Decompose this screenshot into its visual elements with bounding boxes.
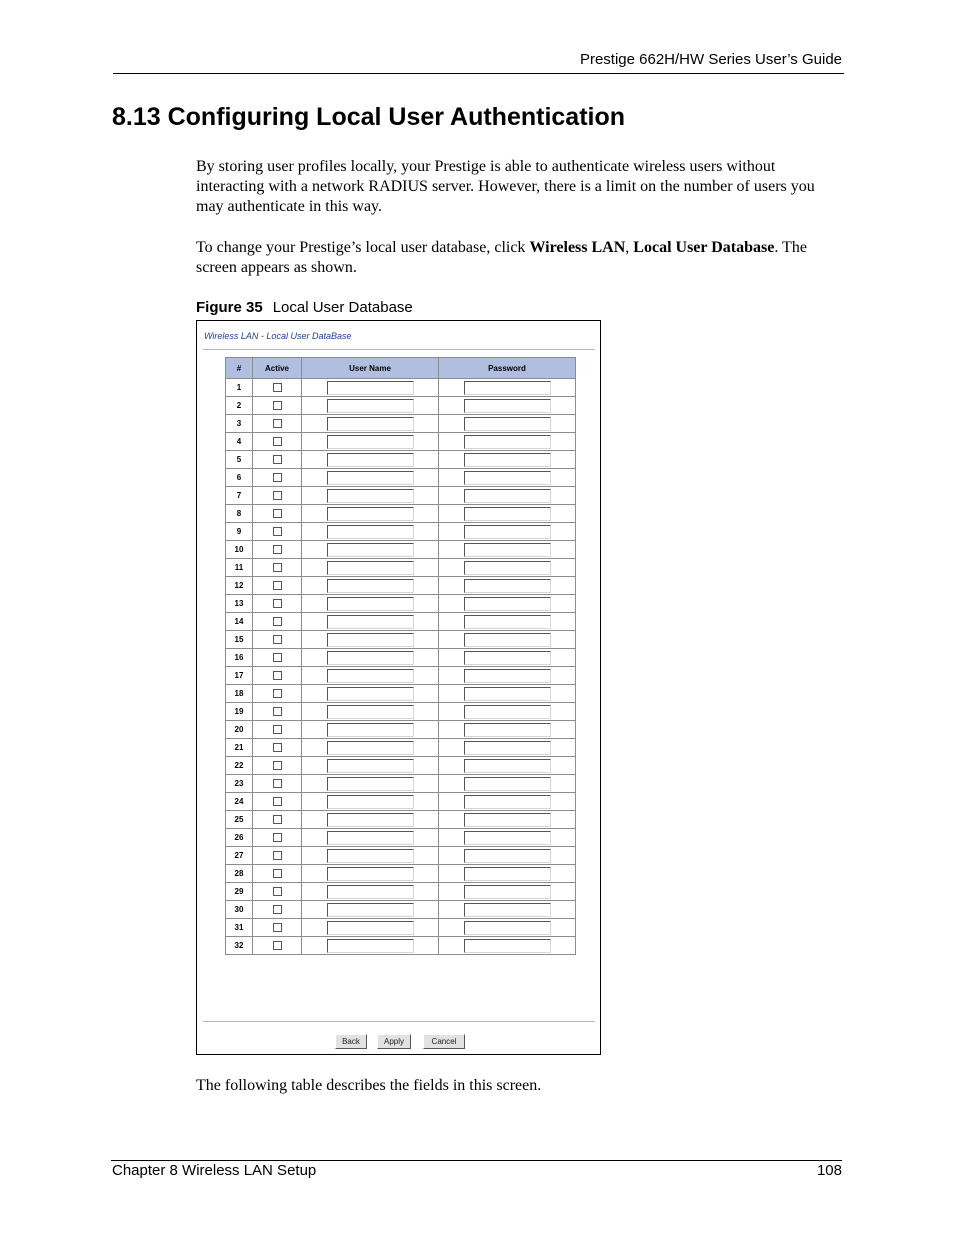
active-checkbox[interactable]: [273, 923, 282, 932]
active-checkbox[interactable]: [273, 635, 282, 644]
user-name-input[interactable]: [327, 417, 414, 431]
user-name-input[interactable]: [327, 525, 414, 539]
row-number: 30: [226, 901, 253, 919]
row-number: 13: [226, 595, 253, 613]
password-cell: [439, 415, 576, 433]
user-name-input[interactable]: [327, 759, 414, 773]
active-cell: [253, 433, 302, 451]
footer-chapter: Chapter 8 Wireless LAN Setup: [112, 1162, 317, 1179]
active-cell: [253, 649, 302, 667]
footer-rule: [111, 1160, 842, 1161]
column-header-number: #: [226, 358, 253, 379]
password-cell: [439, 397, 576, 415]
password-input[interactable]: [464, 579, 551, 593]
user-table: [225, 357, 576, 955]
user-name-input[interactable]: [327, 381, 414, 395]
figure-title: Local User Database: [272, 299, 413, 316]
row-number: 32: [226, 937, 253, 955]
active-cell: [253, 667, 302, 685]
row-number: 6: [226, 469, 253, 487]
password-cell: [439, 451, 576, 469]
table-row: [226, 775, 576, 793]
table-row: [226, 397, 576, 415]
row-number: 15: [226, 631, 253, 649]
user-name-cell: [302, 703, 439, 721]
user-name-input[interactable]: [327, 651, 414, 665]
active-checkbox[interactable]: [273, 743, 282, 752]
password-input[interactable]: [464, 687, 551, 701]
active-checkbox[interactable]: [273, 653, 282, 662]
active-checkbox[interactable]: [273, 851, 282, 860]
row-number: 19: [226, 703, 253, 721]
password-cell: [439, 433, 576, 451]
table-row: [226, 937, 576, 955]
password-cell: [439, 829, 576, 847]
menu-local-user-database: Local User Database: [633, 239, 775, 256]
password-cell: [439, 775, 576, 793]
user-name-input[interactable]: [327, 849, 414, 863]
row-number: 22: [226, 757, 253, 775]
user-name-input[interactable]: [327, 795, 414, 809]
table-row: [226, 541, 576, 559]
active-cell: [253, 703, 302, 721]
password-input[interactable]: [464, 561, 551, 575]
table-row: [226, 901, 576, 919]
table-row: [226, 487, 576, 505]
user-name-input[interactable]: [327, 867, 414, 881]
password-cell: [439, 721, 576, 739]
row-number: 5: [226, 451, 253, 469]
row-number: 9: [226, 523, 253, 541]
user-name-cell: [302, 739, 439, 757]
row-number: 26: [226, 829, 253, 847]
table-row: [226, 847, 576, 865]
password-input[interactable]: [464, 885, 551, 899]
password-input[interactable]: [464, 381, 551, 395]
active-cell: [253, 469, 302, 487]
user-name-input[interactable]: [327, 741, 414, 755]
active-cell: [253, 541, 302, 559]
active-checkbox[interactable]: [273, 599, 282, 608]
password-cell: [439, 847, 576, 865]
user-name-input[interactable]: [327, 705, 414, 719]
row-number: 16: [226, 649, 253, 667]
row-number: 20: [226, 721, 253, 739]
header-rule: [113, 73, 844, 74]
intro-paragraph: By storing user profiles locally, your Prestige is able to authenticate wireless users without interacting with a network RADIUS server. However, there is a limit on the number of users you may authenticate in this way.: [196, 158, 815, 215]
active-cell: [253, 811, 302, 829]
user-name-input[interactable]: [327, 435, 414, 449]
user-name-cell: [302, 775, 439, 793]
user-name-cell: [302, 901, 439, 919]
active-checkbox[interactable]: [273, 725, 282, 734]
row-number: 17: [226, 667, 253, 685]
password-input[interactable]: [464, 867, 551, 881]
user-name-input[interactable]: [327, 471, 414, 485]
password-cell: [439, 379, 576, 397]
password-input[interactable]: [464, 741, 551, 755]
user-name-input[interactable]: [327, 543, 414, 557]
active-cell: [253, 559, 302, 577]
row-number: 18: [226, 685, 253, 703]
user-name-cell: [302, 523, 439, 541]
user-name-input[interactable]: [327, 399, 414, 413]
password-cell: [439, 667, 576, 685]
password-cell: [439, 469, 576, 487]
user-name-cell: [302, 595, 439, 613]
row-number: 7: [226, 487, 253, 505]
table-header-row: [226, 358, 576, 379]
active-checkbox[interactable]: [273, 815, 282, 824]
column-header-user-name: User Name: [302, 358, 439, 379]
user-name-cell: [302, 487, 439, 505]
active-checkbox[interactable]: [273, 779, 282, 788]
active-cell: [253, 739, 302, 757]
password-input[interactable]: [464, 723, 551, 737]
user-name-input[interactable]: [327, 579, 414, 593]
active-cell: [253, 505, 302, 523]
password-cell: [439, 685, 576, 703]
table-row: [226, 721, 576, 739]
active-cell: [253, 721, 302, 739]
active-cell: [253, 487, 302, 505]
password-cell: [439, 649, 576, 667]
password-cell: [439, 811, 576, 829]
table-row: [226, 559, 576, 577]
password-cell: [439, 487, 576, 505]
password-cell: [439, 703, 576, 721]
user-name-cell: [302, 577, 439, 595]
active-cell: [253, 865, 302, 883]
password-cell: [439, 523, 576, 541]
row-number: 28: [226, 865, 253, 883]
table-row: [226, 685, 576, 703]
table-row: [226, 703, 576, 721]
user-name-input[interactable]: [327, 687, 414, 701]
user-name-cell: [302, 649, 439, 667]
row-number: 31: [226, 919, 253, 937]
table-row: [226, 649, 576, 667]
table-row: [226, 613, 576, 631]
active-checkbox[interactable]: [273, 401, 282, 410]
password-cell: [439, 577, 576, 595]
user-name-cell: [302, 865, 439, 883]
active-checkbox[interactable]: [273, 563, 282, 572]
row-number: 1: [226, 379, 253, 397]
active-cell: [253, 451, 302, 469]
active-cell: [253, 829, 302, 847]
password-input[interactable]: [464, 507, 551, 521]
active-cell: [253, 757, 302, 775]
user-name-input[interactable]: [327, 723, 414, 737]
active-checkbox[interactable]: [273, 473, 282, 482]
table-row: [226, 865, 576, 883]
screen-divider-bottom: [203, 1021, 595, 1022]
user-name-cell: [302, 631, 439, 649]
password-input[interactable]: [464, 849, 551, 863]
instruction-text-end: . The screen appears as shown.: [196, 239, 807, 276]
screen-divider-top: [203, 349, 595, 350]
user-name-cell: [302, 505, 439, 523]
password-cell: [439, 613, 576, 631]
password-input[interactable]: [464, 795, 551, 809]
password-input[interactable]: [464, 597, 551, 611]
table-row: [226, 793, 576, 811]
active-cell: [253, 919, 302, 937]
user-name-cell: [302, 559, 439, 577]
user-name-cell: [302, 721, 439, 739]
active-checkbox[interactable]: [273, 905, 282, 914]
active-cell: [253, 883, 302, 901]
screen-title: Wireless LAN - Local User DataBase: [204, 331, 352, 341]
active-checkbox[interactable]: [273, 527, 282, 536]
instruction-paragraph: [196, 238, 846, 278]
user-name-cell: [302, 829, 439, 847]
table-row: [226, 739, 576, 757]
active-cell: [253, 685, 302, 703]
table-row: [226, 469, 576, 487]
figure-caption: [196, 299, 413, 316]
password-input[interactable]: [464, 759, 551, 773]
table-row: [226, 451, 576, 469]
table-row: [226, 631, 576, 649]
password-cell: [439, 757, 576, 775]
user-name-cell: [302, 379, 439, 397]
password-input[interactable]: [464, 543, 551, 557]
table-row: [226, 811, 576, 829]
row-number: 14: [226, 613, 253, 631]
password-input[interactable]: [464, 417, 551, 431]
active-cell: [253, 595, 302, 613]
user-name-cell: [302, 757, 439, 775]
user-name-cell: [302, 451, 439, 469]
password-cell: [439, 631, 576, 649]
active-cell: [253, 613, 302, 631]
user-name-cell: [302, 433, 439, 451]
password-input[interactable]: [464, 903, 551, 917]
active-checkbox[interactable]: [273, 707, 282, 716]
password-cell: [439, 559, 576, 577]
active-checkbox[interactable]: [273, 437, 282, 446]
table-row: [226, 433, 576, 451]
password-cell: [439, 739, 576, 757]
user-name-input[interactable]: [327, 597, 414, 611]
password-cell: [439, 793, 576, 811]
row-number: 10: [226, 541, 253, 559]
password-input[interactable]: [464, 471, 551, 485]
user-name-cell: [302, 685, 439, 703]
user-name-cell: [302, 667, 439, 685]
table-row: [226, 919, 576, 937]
active-checkbox[interactable]: [273, 545, 282, 554]
column-header-password: Password: [439, 358, 576, 379]
table-row: [226, 829, 576, 847]
password-input[interactable]: [464, 777, 551, 791]
password-input[interactable]: [464, 525, 551, 539]
user-name-input[interactable]: [327, 507, 414, 521]
table-row: [226, 757, 576, 775]
active-checkbox[interactable]: [273, 797, 282, 806]
active-checkbox[interactable]: [273, 869, 282, 878]
active-cell: [253, 847, 302, 865]
table-row: [226, 883, 576, 901]
table-row: [226, 505, 576, 523]
password-input[interactable]: [464, 489, 551, 503]
active-checkbox[interactable]: [273, 833, 282, 842]
active-checkbox[interactable]: [273, 581, 282, 590]
user-name-cell: [302, 541, 439, 559]
row-number: 29: [226, 883, 253, 901]
user-name-input[interactable]: [327, 921, 414, 935]
user-name-cell: [302, 847, 439, 865]
password-input[interactable]: [464, 399, 551, 413]
row-number: 21: [226, 739, 253, 757]
user-name-cell: [302, 919, 439, 937]
table-row: [226, 523, 576, 541]
password-input[interactable]: [464, 831, 551, 845]
active-checkbox[interactable]: [273, 941, 282, 950]
password-input[interactable]: [464, 813, 551, 827]
active-cell: [253, 631, 302, 649]
active-cell: [253, 793, 302, 811]
active-cell: [253, 397, 302, 415]
user-name-input[interactable]: [327, 831, 414, 845]
row-number: 4: [226, 433, 253, 451]
table-row: [226, 577, 576, 595]
password-input[interactable]: [464, 705, 551, 719]
table-row: [226, 415, 576, 433]
password-cell: [439, 883, 576, 901]
table-body: [226, 379, 576, 955]
password-input[interactable]: [464, 921, 551, 935]
user-name-cell: [302, 397, 439, 415]
column-header-active: Active: [253, 358, 302, 379]
active-cell: [253, 415, 302, 433]
active-checkbox[interactable]: [273, 419, 282, 428]
active-checkbox[interactable]: [273, 671, 282, 680]
row-number: 27: [226, 847, 253, 865]
password-input[interactable]: [464, 435, 551, 449]
section-title: 8.13 Configuring Local User Authentication: [112, 103, 626, 131]
password-cell: [439, 901, 576, 919]
row-number: 2: [226, 397, 253, 415]
row-number: 12: [226, 577, 253, 595]
active-cell: [253, 937, 302, 955]
user-name-input[interactable]: [327, 813, 414, 827]
instruction-separator: ,: [625, 239, 634, 256]
user-name-cell: [302, 793, 439, 811]
user-name-input[interactable]: [327, 561, 414, 575]
table-row: [226, 379, 576, 397]
active-checkbox[interactable]: [273, 689, 282, 698]
password-input[interactable]: [464, 669, 551, 683]
user-name-cell: [302, 469, 439, 487]
active-cell: [253, 577, 302, 595]
user-name-input[interactable]: [327, 633, 414, 647]
password-input[interactable]: [464, 615, 551, 629]
user-name-input[interactable]: [327, 939, 414, 953]
table-row: [226, 595, 576, 613]
user-name-cell: [302, 415, 439, 433]
row-number: 3: [226, 415, 253, 433]
user-name-input[interactable]: [327, 615, 414, 629]
apply-button[interactable]: Apply: [377, 1034, 411, 1049]
active-checkbox[interactable]: [273, 509, 282, 518]
row-number: 25: [226, 811, 253, 829]
menu-wireless-lan: Wireless LAN: [529, 239, 626, 256]
password-input[interactable]: [464, 939, 551, 953]
screenshot-frame: [196, 320, 601, 1055]
figure-number: Figure 35: [196, 299, 263, 316]
user-name-cell: [302, 883, 439, 901]
password-cell: [439, 541, 576, 559]
password-cell: [439, 865, 576, 883]
instruction-text: To change your Prestige’s local user database, click: [196, 239, 530, 256]
active-checkbox[interactable]: [273, 761, 282, 770]
user-name-cell: [302, 613, 439, 631]
following-table-note: The following table describes the fields in this screen.: [196, 1077, 542, 1094]
user-name-input[interactable]: [327, 903, 414, 917]
row-number: 24: [226, 793, 253, 811]
row-number: 11: [226, 559, 253, 577]
password-cell: [439, 937, 576, 955]
active-checkbox[interactable]: [273, 491, 282, 500]
cancel-button[interactable]: Cancel: [423, 1034, 465, 1049]
active-cell: [253, 379, 302, 397]
user-name-cell: [302, 937, 439, 955]
password-input[interactable]: [464, 651, 551, 665]
active-cell: [253, 523, 302, 541]
password-cell: [439, 505, 576, 523]
back-button[interactable]: Back: [335, 1034, 367, 1049]
user-name-input[interactable]: [327, 453, 414, 467]
active-checkbox[interactable]: [273, 383, 282, 392]
active-cell: [253, 775, 302, 793]
password-input[interactable]: [464, 633, 551, 647]
password-cell: [439, 919, 576, 937]
user-name-input[interactable]: [327, 669, 414, 683]
row-number: 23: [226, 775, 253, 793]
active-checkbox[interactable]: [273, 455, 282, 464]
user-name-input[interactable]: [327, 885, 414, 899]
active-checkbox[interactable]: [273, 887, 282, 896]
running-header: Prestige 662H/HW Series User’s Guide: [579, 51, 842, 68]
password-input[interactable]: [464, 453, 551, 467]
footer-page-number: 108: [816, 1162, 842, 1179]
user-name-cell: [302, 811, 439, 829]
user-name-input[interactable]: [327, 777, 414, 791]
user-name-input[interactable]: [327, 489, 414, 503]
active-checkbox[interactable]: [273, 617, 282, 626]
password-cell: [439, 595, 576, 613]
table-row: [226, 667, 576, 685]
row-number: 8: [226, 505, 253, 523]
active-cell: [253, 901, 302, 919]
